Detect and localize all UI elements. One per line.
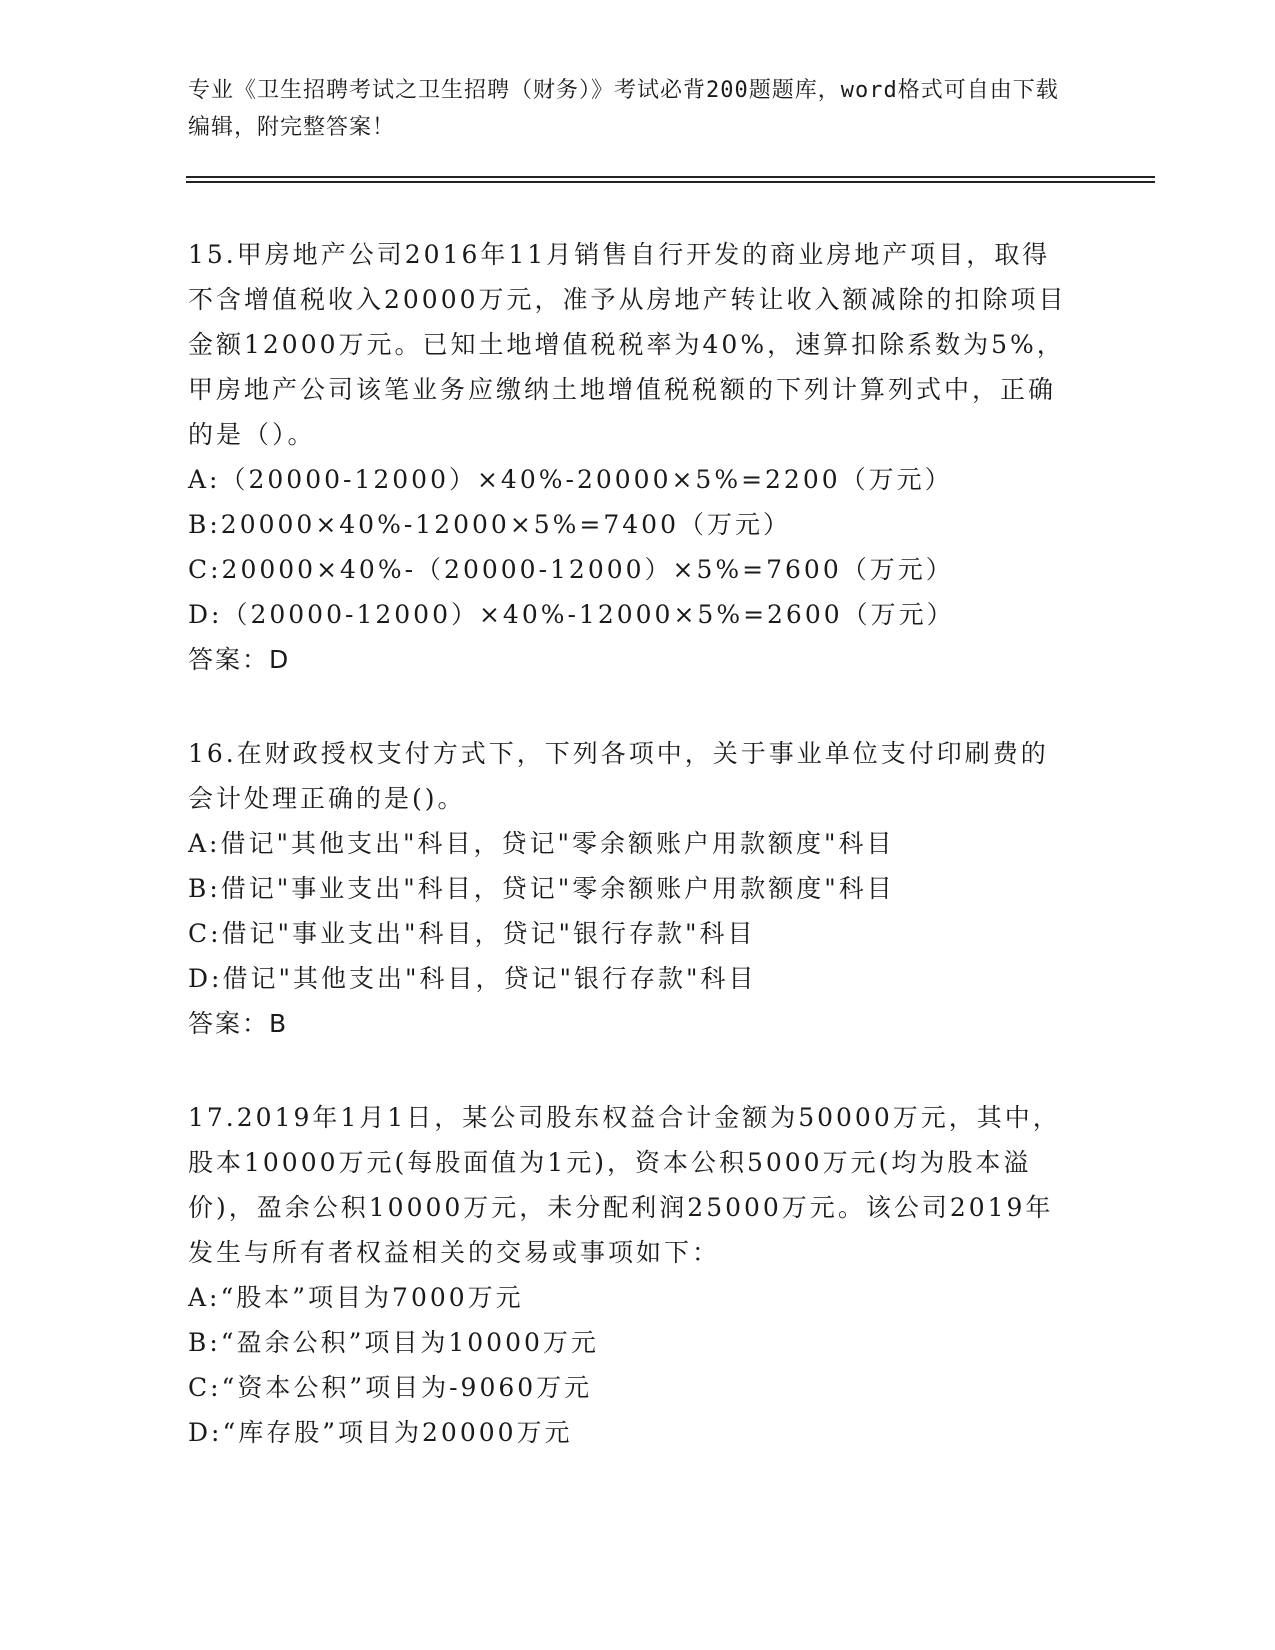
question-text: 16.在财政授权支付方式下，下列各项中，关于事业单位支付印刷费的会计处理正确的是()。 [188, 739, 1049, 813]
option-d: D:“库存股”项目为20000万元 [188, 1418, 573, 1447]
option-c: C:20000×40%-（20000-12000）×5%=7600（万元） [188, 555, 954, 584]
question-15 [188, 232, 1068, 682]
header-divider-bottom [186, 181, 1155, 183]
header-divider-top [186, 176, 1155, 178]
page-header: 专业《卫生招聘考试之卫生招聘（财务）》考试必背200题题库，word格式可自由下载编辑，附完整答案！ [188, 78, 1059, 140]
option-a: A:（20000-12000）×40%-20000×5%=2200（万元） [188, 465, 953, 494]
answer: 答案：D [188, 645, 291, 674]
option-c: C:借记"事业支出"科目，贷记"银行存款"科目 [188, 919, 756, 948]
option-a: A:借记"其他支出"科目，贷记"零余额账户用款额度"科目 [188, 829, 895, 858]
option-d: D:借记"其他支出"科目，贷记"银行存款"科目 [188, 964, 757, 993]
question-text: 15.甲房地产公司2016年11月销售自行开发的商业房地产项目，取得不含增值税收入20000万元，准予从房地产转让收入额减除的扣除项目金额12000万元。已知土地增值税税率为40%，速算扣除系数为5%，甲房地产公司该笔业务应缴纳土地增值税税额的下列计算列式中，正确的是（）。 [188, 240, 1067, 449]
option-c: C:“资本公积”项目为-9060万元 [188, 1373, 593, 1402]
question-17 [188, 1095, 1068, 1455]
option-b: B:借记"事业支出"科目，贷记"零余额账户用款额度"科目 [188, 874, 895, 903]
question-16 [188, 731, 1068, 1046]
answer: 答案：B [188, 1009, 289, 1038]
option-b: B:20000×40%-12000×5%=7400（万元） [188, 510, 791, 539]
option-d: D:（20000-12000）×40%-12000×5%=2600（万元） [188, 600, 955, 629]
option-a: A:“股本”项目为7000万元 [188, 1283, 524, 1312]
option-b: B:“盈余公积”项目为10000万元 [188, 1328, 599, 1357]
question-text: 17.2019年1月1日，某公司股东权益合计金额为50000万元，其中，股本10000万元(每股面值为1元)，资本公积5000万元(均为股本溢价)，盈余公积10000万元，未分配利润25000万元。该公司2019年发生与所有者权益相关的交易或事项如下： [188, 1103, 1061, 1267]
